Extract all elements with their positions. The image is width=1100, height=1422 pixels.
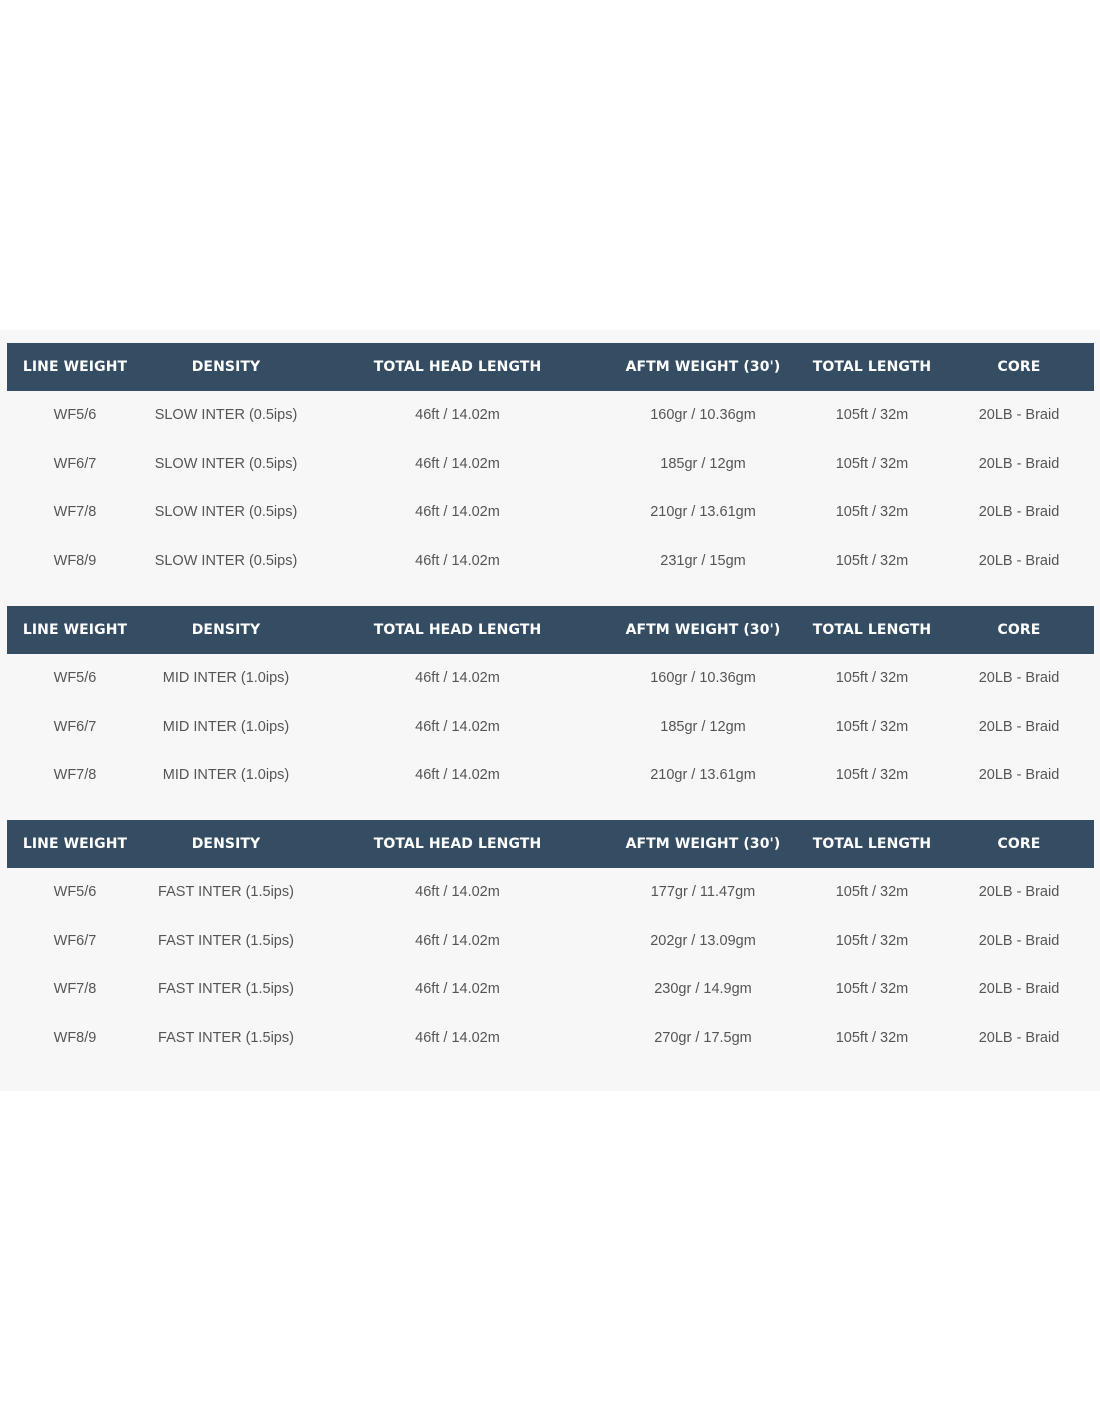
cell-density: MID INTER (1.0ips) xyxy=(162,767,290,784)
cell-density: FAST INTER (1.5ips) xyxy=(158,884,294,901)
cell-line-weight: WF6/7 xyxy=(53,455,97,472)
header-total-head-length: TOTAL HEAD LENGTH xyxy=(309,606,606,654)
table-row xyxy=(7,868,1094,917)
header-line-weight: LINE WEIGHT xyxy=(7,820,143,868)
cell-core: 20LB - Braid xyxy=(978,407,1060,424)
cell-density: SLOW INTER (0.5ips) xyxy=(154,552,298,569)
cell-total-length: 105ft / 32m xyxy=(835,552,909,569)
cell-total-head-length: 46ft / 14.02m xyxy=(415,884,500,901)
table-row xyxy=(7,917,1094,966)
table-row xyxy=(7,488,1094,537)
cell-density: SLOW INTER (0.5ips) xyxy=(154,407,298,424)
cell-aftm-weight: 160gr / 10.36gm xyxy=(650,407,756,424)
header-density: DENSITY xyxy=(143,606,309,654)
cell-total-head-length: 46ft / 14.02m xyxy=(415,932,500,949)
cell-density: FAST INTER (1.5ips) xyxy=(158,981,294,998)
cell-aftm-weight: 185gr / 12gm xyxy=(660,455,746,472)
cell-line-weight: WF5/6 xyxy=(53,884,97,901)
cell-total-head-length: 46ft / 14.02m xyxy=(415,981,500,998)
spec-table-fast-inter xyxy=(7,820,1094,1062)
cell-core: 20LB - Braid xyxy=(978,884,1060,901)
cell-aftm-weight: 177gr / 11.47gm xyxy=(650,884,756,901)
table-row xyxy=(7,654,1094,703)
header-total-length: TOTAL LENGTH xyxy=(800,343,944,391)
cell-core: 20LB - Braid xyxy=(978,932,1060,949)
cell-total-head-length: 46ft / 14.02m xyxy=(415,504,500,521)
cell-core: 20LB - Braid xyxy=(978,1029,1060,1046)
cell-total-length: 105ft / 32m xyxy=(835,504,909,521)
table-row xyxy=(7,751,1094,800)
cell-line-weight: WF6/7 xyxy=(53,718,97,735)
header-aftm-weight: AFTM WEIGHT (30') xyxy=(606,606,800,654)
cell-core: 20LB - Braid xyxy=(978,552,1060,569)
cell-core: 20LB - Braid xyxy=(978,504,1060,521)
header-line-weight: LINE WEIGHT xyxy=(7,343,143,391)
cell-aftm-weight: 185gr / 12gm xyxy=(660,718,746,735)
table-row xyxy=(7,1014,1094,1063)
cell-total-length: 105ft / 32m xyxy=(835,718,909,735)
cell-aftm-weight: 270gr / 17.5gm xyxy=(654,1029,752,1046)
table-row xyxy=(7,391,1094,440)
cell-aftm-weight: 210gr / 13.61gm xyxy=(650,767,756,784)
cell-aftm-weight: 202gr / 13.09gm xyxy=(650,932,756,949)
cell-density: FAST INTER (1.5ips) xyxy=(158,932,294,949)
spec-table-slow-inter xyxy=(7,343,1094,585)
cell-aftm-weight: 231gr / 15gm xyxy=(660,552,746,569)
cell-total-length: 105ft / 32m xyxy=(835,1029,909,1046)
cell-total-length: 105ft / 32m xyxy=(835,670,909,687)
header-core: CORE xyxy=(944,343,1094,391)
header-aftm-weight: AFTM WEIGHT (30') xyxy=(606,820,800,868)
spec-table-mid-inter xyxy=(7,606,1094,800)
cell-total-length: 105ft / 32m xyxy=(835,455,909,472)
cell-density: SLOW INTER (0.5ips) xyxy=(154,504,298,521)
cell-total-length: 105ft / 32m xyxy=(835,407,909,424)
cell-line-weight: WF5/6 xyxy=(53,407,97,424)
cell-total-head-length: 46ft / 14.02m xyxy=(415,767,500,784)
header-row xyxy=(7,343,1094,391)
cell-total-head-length: 46ft / 14.02m xyxy=(415,407,500,424)
header-core: CORE xyxy=(944,606,1094,654)
cell-total-length: 105ft / 32m xyxy=(835,981,909,998)
header-total-length: TOTAL LENGTH xyxy=(800,820,944,868)
cell-density: SLOW INTER (0.5ips) xyxy=(154,455,298,472)
cell-total-length: 105ft / 32m xyxy=(835,767,909,784)
cell-aftm-weight: 230gr / 14.9gm xyxy=(654,981,752,998)
cell-aftm-weight: 160gr / 10.36gm xyxy=(650,670,756,687)
cell-line-weight: WF6/7 xyxy=(53,932,97,949)
table-row xyxy=(7,965,1094,1014)
cell-density: FAST INTER (1.5ips) xyxy=(158,1029,294,1046)
cell-total-length: 105ft / 32m xyxy=(835,932,909,949)
cell-core: 20LB - Braid xyxy=(978,981,1060,998)
header-aftm-weight: AFTM WEIGHT (30') xyxy=(606,343,800,391)
cell-total-length: 105ft / 32m xyxy=(835,884,909,901)
cell-line-weight: WF7/8 xyxy=(53,504,97,521)
cell-line-weight: WF5/6 xyxy=(53,670,97,687)
cell-line-weight: WF7/8 xyxy=(53,981,97,998)
cell-total-head-length: 46ft / 14.02m xyxy=(415,1029,500,1046)
cell-density: MID INTER (1.0ips) xyxy=(162,670,290,687)
cell-line-weight: WF8/9 xyxy=(53,1029,97,1046)
cell-total-head-length: 46ft / 14.02m xyxy=(415,455,500,472)
cell-line-weight: WF8/9 xyxy=(53,552,97,569)
header-total-head-length: TOTAL HEAD LENGTH xyxy=(309,343,606,391)
cell-core: 20LB - Braid xyxy=(978,455,1060,472)
header-density: DENSITY xyxy=(143,343,309,391)
table-row xyxy=(7,537,1094,586)
cell-density: MID INTER (1.0ips) xyxy=(162,718,290,735)
table-row xyxy=(7,703,1094,752)
cell-core: 20LB - Braid xyxy=(978,718,1060,735)
header-total-length: TOTAL LENGTH xyxy=(800,606,944,654)
cell-total-head-length: 46ft / 14.02m xyxy=(415,670,500,687)
table-row xyxy=(7,440,1094,489)
cell-total-head-length: 46ft / 14.02m xyxy=(415,718,500,735)
cell-total-head-length: 46ft / 14.02m xyxy=(415,552,500,569)
header-row xyxy=(7,606,1094,654)
header-line-weight: LINE WEIGHT xyxy=(7,606,143,654)
cell-line-weight: WF7/8 xyxy=(53,767,97,784)
header-core: CORE xyxy=(944,820,1094,868)
header-density: DENSITY xyxy=(143,820,309,868)
cell-core: 20LB - Braid xyxy=(978,670,1060,687)
header-total-head-length: TOTAL HEAD LENGTH xyxy=(309,820,606,868)
header-row xyxy=(7,820,1094,868)
cell-aftm-weight: 210gr / 13.61gm xyxy=(650,504,756,521)
cell-core: 20LB - Braid xyxy=(978,767,1060,784)
